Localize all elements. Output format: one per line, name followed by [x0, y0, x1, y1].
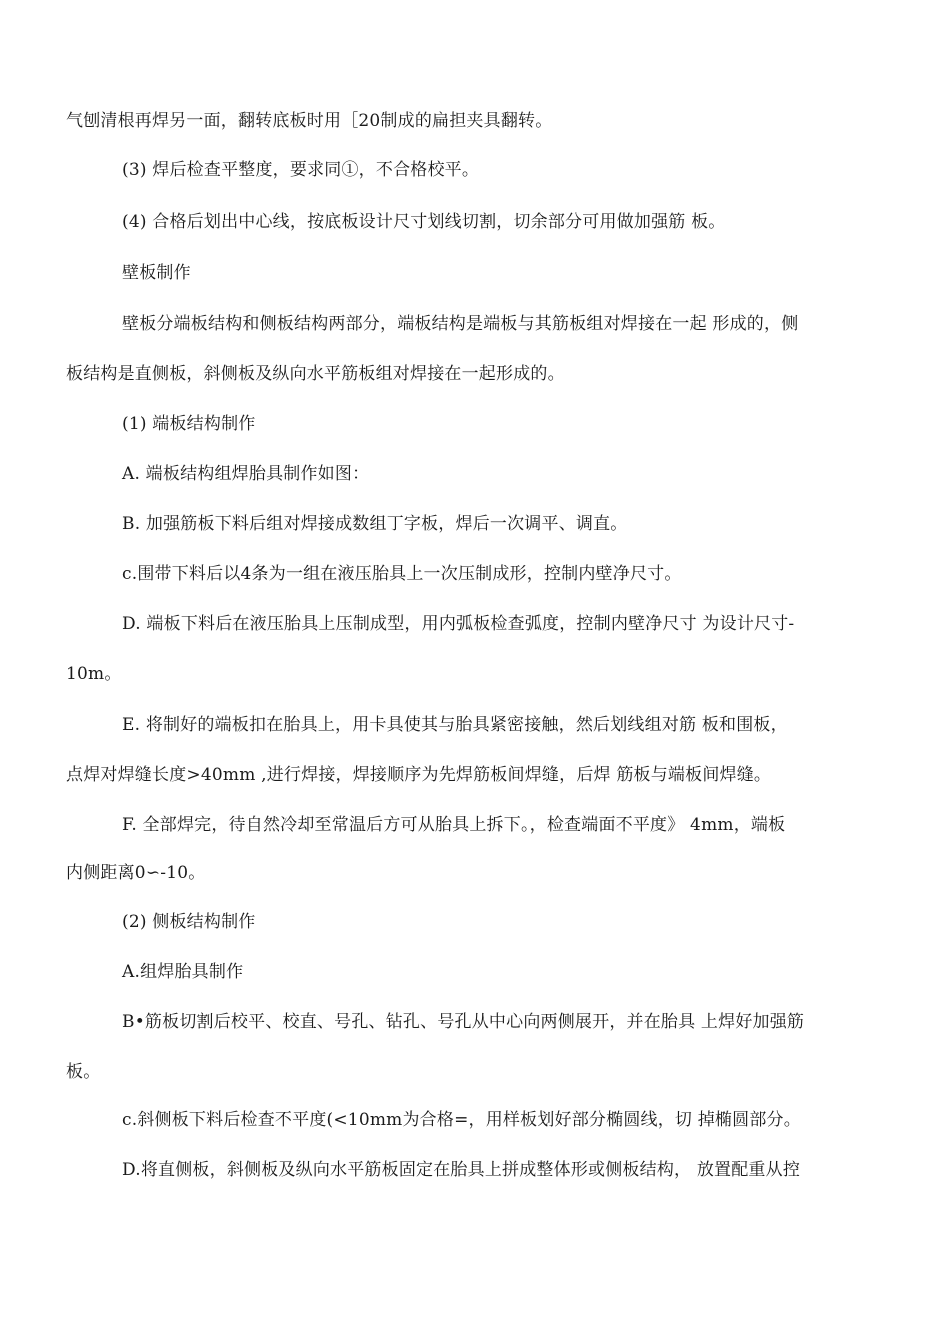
text-line: c.围带下料后以4条为一组在液压胎具上一次压制成形，控制内壁净尺寸。	[122, 564, 682, 584]
text-line: 10m。	[66, 664, 122, 684]
text-line: 壁板分端板结构和侧板结构两部分，端板结构是端板与其筋板组对焊接在一起 形成的，侧	[122, 314, 799, 334]
text-line: D. 端板下料后在液压胎具上压制成型，用内弧板检查弧度，控制内壁净尺寸 为设计尺寸-	[122, 614, 795, 634]
text-line: D.将直侧板，斜侧板及纵向水平筋板固定在胎具上拼成整体形或侧板结构， 放置配重从控	[122, 1160, 801, 1180]
text-line: 气刨清根再焊另一面，翻转底板时用［20制成的扁担夹具翻转。	[66, 111, 553, 131]
text-line: c.斜侧板下料后检查不平度(<10mm为合格=，用样板划好部分椭圆线，切 掉椭圆部分。	[122, 1110, 801, 1130]
text-line: A. 端板结构组焊胎具制作如图：	[122, 464, 370, 484]
text-line: (4) 合格后划出中心线，按底板设计尺寸划线切割，切余部分可用做加强筋 板。	[122, 212, 726, 232]
text-line: 点焊对焊缝长度>40mm ,进行焊接，焊接顺序为先焊筋板间焊缝，后焊 筋板与端板间焊缝。	[66, 765, 772, 785]
text-line: E. 将制好的端板扣在胎具上，用卡具使其与胎具紧密接触，然后划线组对筋 板和围板，	[122, 715, 788, 735]
section-heading: 壁板制作	[122, 263, 191, 283]
text-line: 板结构是直侧板，斜侧板及纵向水平筋板组对焊接在一起形成的。	[66, 364, 565, 384]
text-line: B. 加强筋板下料后组对焊接成数组丁字板，焊后一次调平、调直。	[122, 514, 628, 534]
text-line: (1) 端板结构制作	[122, 414, 256, 434]
text-line: B•筋板切割后校平、校直、号孔、钻孔、号孔从中心向两侧展开，并在胎具 上焊好加强筋	[122, 1012, 805, 1032]
text-line: A.组焊胎具制作	[122, 962, 244, 982]
text-line: 板。	[66, 1062, 101, 1082]
text-line: (3) 焊后检查平整度，要求同①，不合格校平。	[122, 160, 480, 180]
text-line: (2) 侧板结构制作	[122, 912, 256, 932]
text-line: 内侧距离0∽-10。	[66, 863, 206, 883]
text-line: F. 全部焊完，待自然冷却至常温后方可从胎具上拆下。，检查端面不平度》 4mm，端板	[122, 815, 786, 835]
